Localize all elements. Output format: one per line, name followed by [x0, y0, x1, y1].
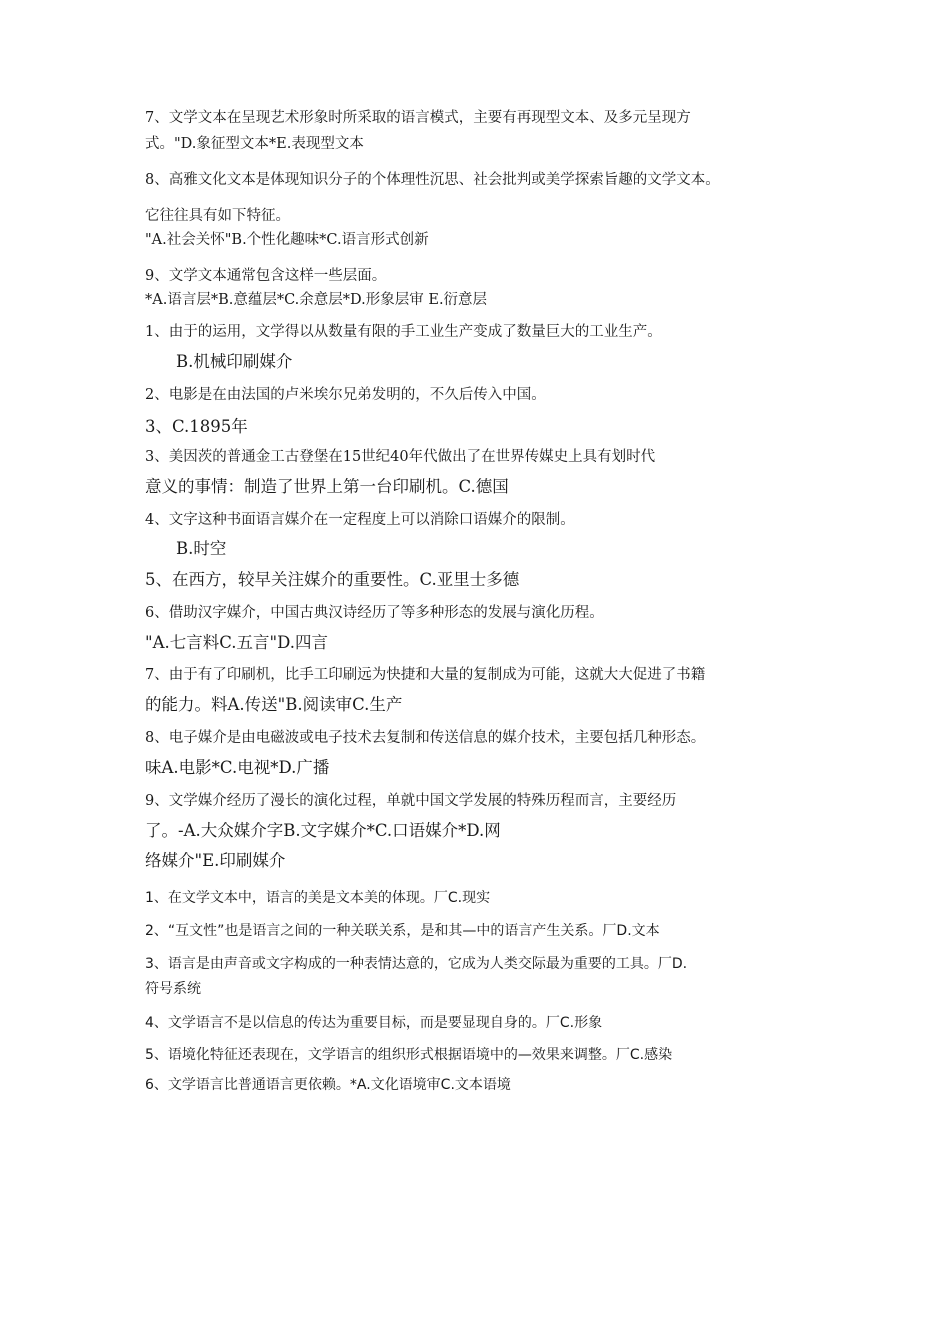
text-line: 5、在西方，较早关注媒介的重要性。C.亚里士多德: [145, 570, 520, 589]
text-line: *A.语言层*B.意蕴层*C.余意层*D.形象层审 E.衍意层: [145, 292, 488, 308]
text-line: 式。"D.象征型文本*E.表现型文本: [145, 136, 364, 152]
text-line: 2、电影是在由法国的卢米埃尔兄弟发明的，不久后传入中国。: [145, 387, 546, 403]
text-line: 9、文学媒介经历了漫长的演化过程，单就中国文学发展的特殊历程而言，主要经历: [145, 793, 677, 809]
text-line: 4、文学语言不是以信息的传达为重要目标，而是要显现自身的。厂C.形象: [145, 1015, 603, 1031]
text-line: 符号系统: [145, 981, 201, 997]
text-line: 5、语境化特征还表现在，文学语言的组织形式根据语境中的—效果来调整。厂C.感染: [145, 1047, 673, 1063]
text-line: 络媒介"E.印刷媒介: [145, 851, 286, 870]
text-line: 3、C.1895年: [145, 417, 248, 436]
text-line: 味A.电影*C.电视*D.广播: [145, 758, 330, 777]
text-line: 7、由于有了印刷机，比手工印刷远为快捷和大量的复制成为可能，这就大大促进了书籍: [145, 667, 706, 683]
text-line: 意义的事情：制造了世界上第一台印刷机。C.德国: [145, 477, 509, 496]
text-line: 2、“互文性”也是语言之间的一种关联关系，是和其—中的语言产生关系。厂D.文本: [145, 923, 660, 939]
text-line: 3、语言是由声音或文字构成的一种表情达意的，它成为人类交际最为重要的工具。厂D.: [145, 956, 688, 972]
text-line: 6、文学语言比普通语言更依赖。*A.文化语境审C.文本语境: [145, 1077, 511, 1093]
text-line: 1、由于的运用，文学得以从数量有限的手工业生产变成了数量巨大的工业生产。: [145, 324, 662, 340]
text-line: 9、文学文本通常包含这样一些层面。: [145, 268, 387, 284]
text-line: B.机械印刷媒介: [176, 352, 293, 371]
text-line: 它往往具有如下特征。: [145, 208, 290, 224]
text-line: 的能力。料A.传送"B.阅读审C.生产: [145, 695, 403, 714]
text-line: 7、文学文本在呈现艺术形象时所采取的语言模式，主要有再现型文本、及多元呈现方: [145, 110, 691, 126]
text-line: 1、在文学文本中，语言的美是文本美的体现。厂C.现实: [145, 890, 491, 906]
text-line: 了。-A.大众媒介字B.文字媒介*C.口语媒介*D.网: [145, 821, 501, 840]
text-line: 8、高雅文化文本是体现知识分子的个体理性沉思、社会批判或美学探索旨趣的文学文本。: [145, 172, 720, 188]
text-line: "A.七言料C.五言"D.四言: [145, 633, 329, 652]
text-line: 4、文字这种书面语言媒介在一定程度上可以消除口语媒介的限制。: [145, 512, 575, 528]
text-line: B.时空: [176, 539, 227, 558]
text-line: 8、电子媒介是由电磁波或电子技术去复制和传送信息的媒介技术，主要包括几种形态。: [145, 730, 706, 746]
text-line: 6、借助汉字媒介，中国古典汉诗经历了等多种形态的发展与演化历程。: [145, 605, 604, 621]
text-line: "A.社会关怀"B.个性化趣味*C.语言形式创新: [145, 232, 429, 248]
text-line: 3、美因茨的普通金工古登堡在15世纪40年代做出了在世界传媒史上具有划时代: [145, 449, 656, 465]
